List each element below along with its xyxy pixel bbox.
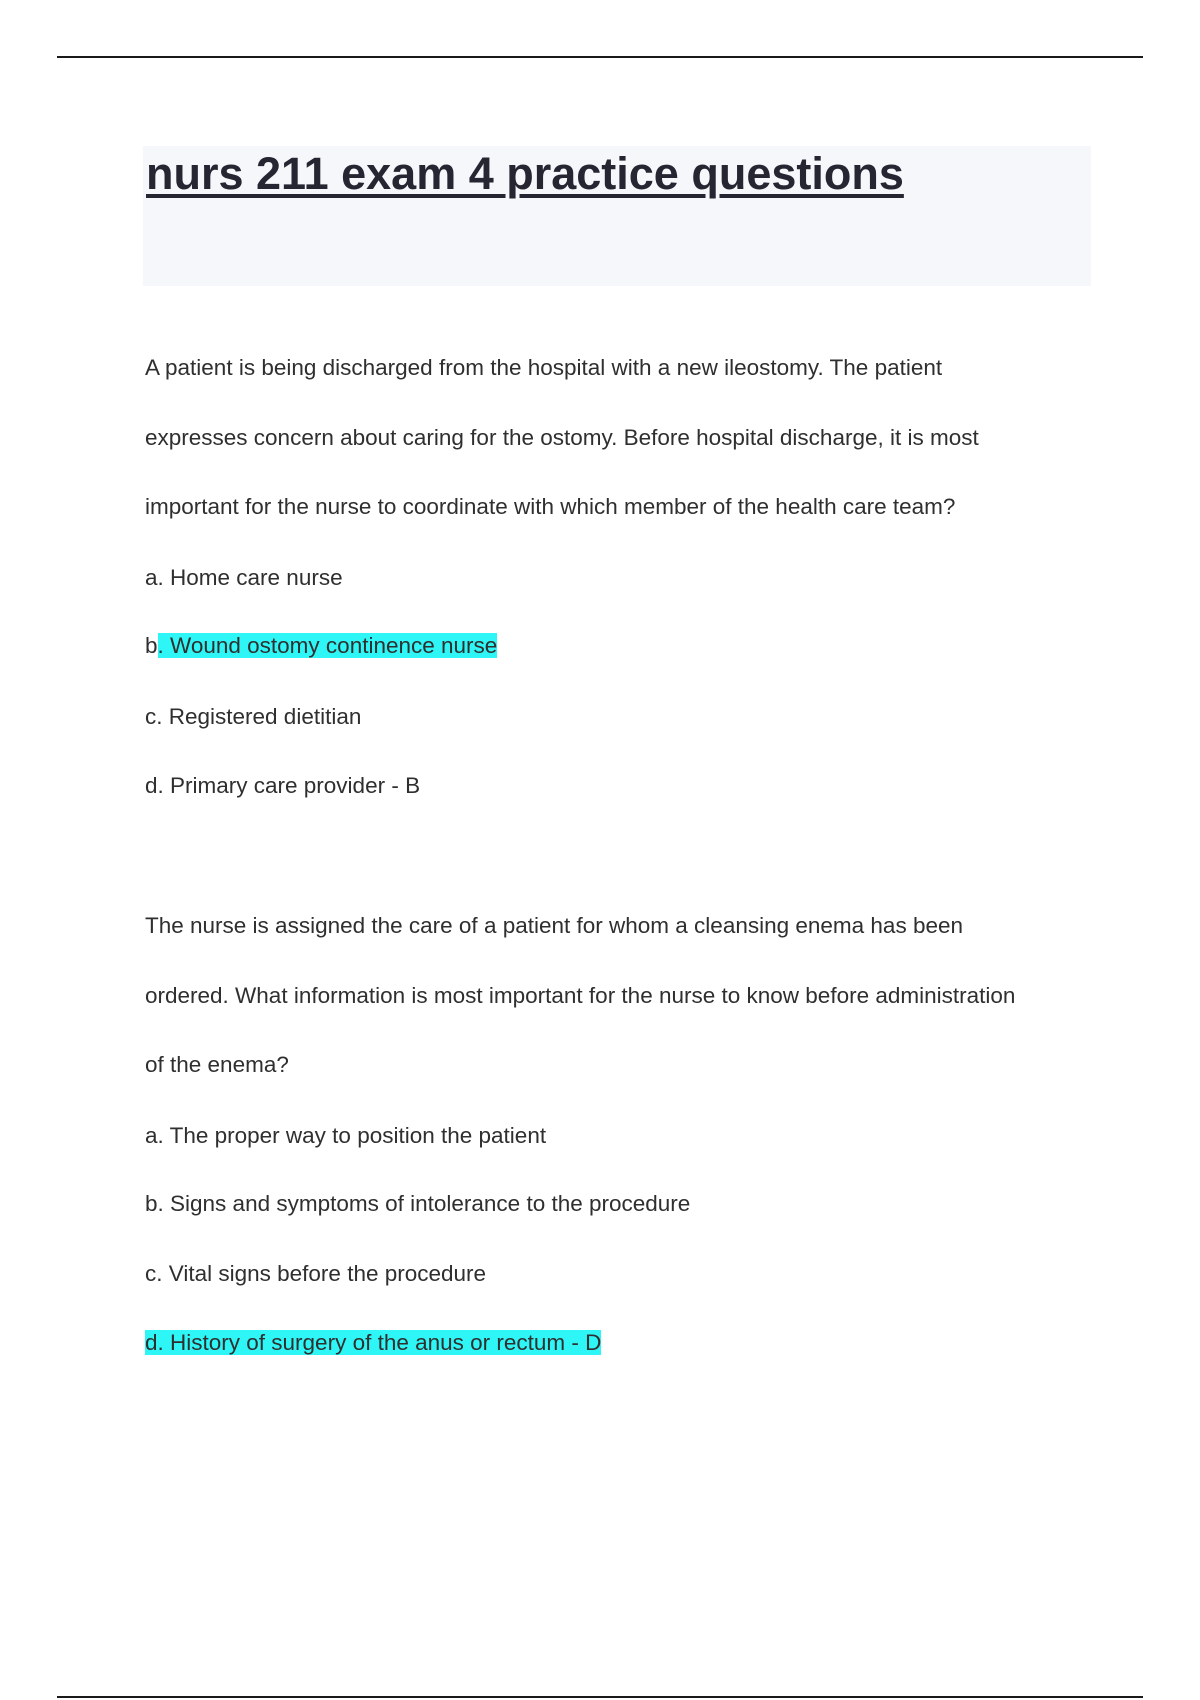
question-1-line-2: expresses concern about caring for the ostomy. Before hospital discharge, it is most [145,425,979,450]
question-2-line-3: of the enema? [145,1052,289,1077]
title-block [143,146,1091,286]
answer-highlight: d. History of surgery of the anus or rectum - D [145,1330,602,1355]
question-2-option-d [145,1326,601,1360]
question-1-option-d: d. Primary care provider - B [145,773,421,798]
top-rule [57,56,1143,58]
question-2-option-c: c. Vital signs before the procedure [145,1261,487,1286]
option-b-prefix: b [145,633,158,658]
question-2-option-a: a. The proper way to position the patient [145,1123,547,1148]
question-1-option-c: c. Registered dietitian [145,704,362,729]
bottom-rule [57,1696,1143,1698]
question-1-line-1: A patient is being discharged from the hospital with a new ileostomy. The patient [145,355,943,380]
question-1-option-a: a. Home care nurse [145,565,343,590]
question-2-option-b: b. Signs and symptoms of intolerance to the procedure [145,1191,691,1216]
answer-highlight: . Wound ostomy continence nurse [157,633,498,658]
document-title: nurs 211 exam 4 practice questions [146,148,904,199]
question-2-line-2: ordered. What information is most important for the nurse to know before administration [145,983,1016,1008]
question-1-line-3: important for the nurse to coordinate with which member of the health care team? [145,494,956,519]
question-1-option-b [145,629,497,663]
question-2-line-1: The nurse is assigned the care of a patient for whom a cleansing enema has been [145,913,963,938]
